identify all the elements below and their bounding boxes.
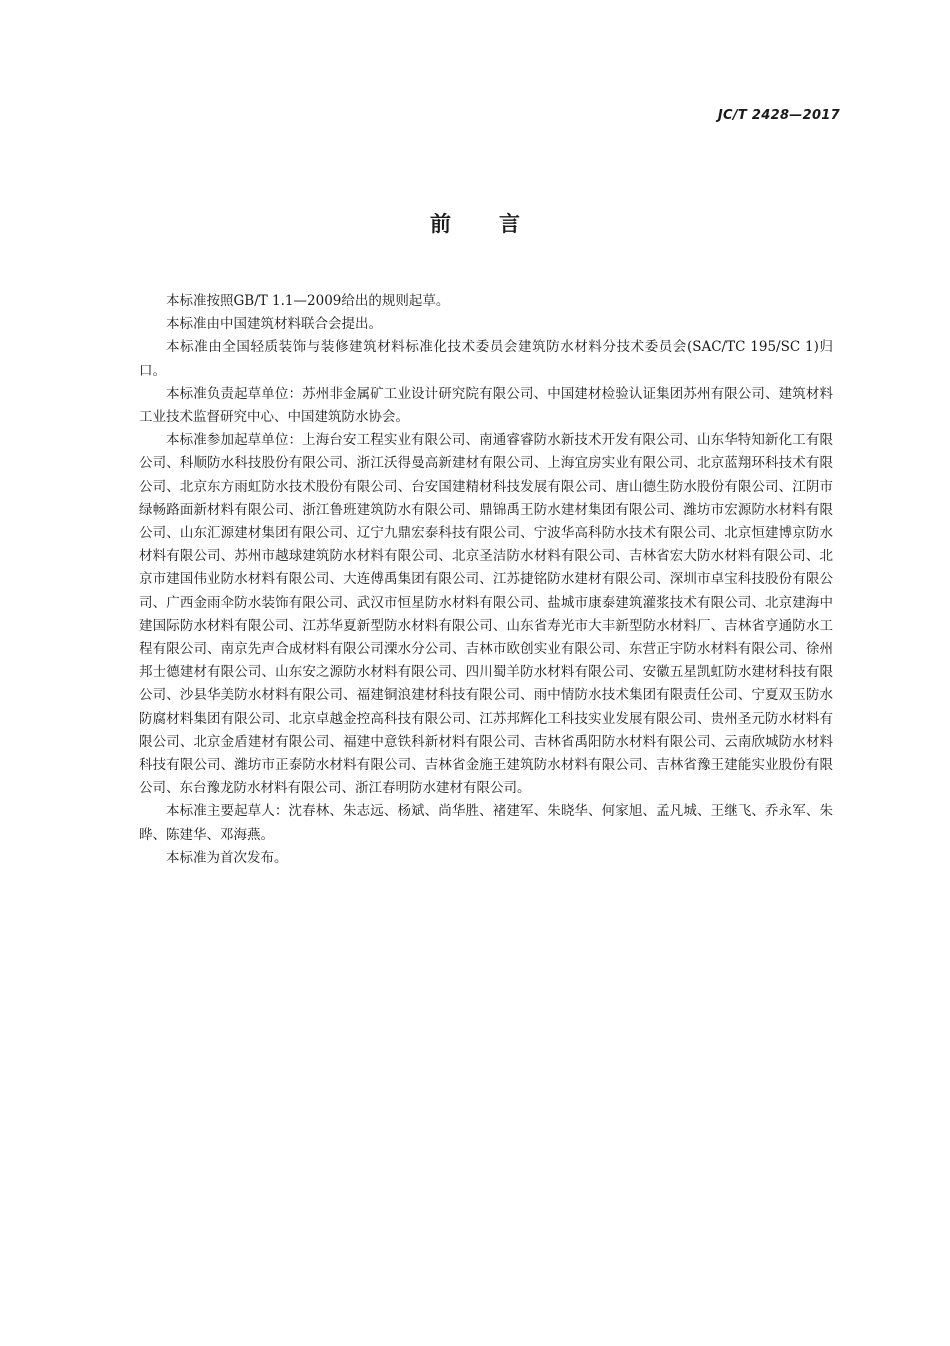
paragraph-lead-drafting-units: 本标准负责起草单位：苏州非金属矿工业设计研究院有限公司、中国建材检验认证集团苏州有限公司、建筑材料工业技术监督研究中心、中国建筑防水协会。 (139, 385, 833, 426)
paragraph-first-release: 本标准为首次发布。 (166, 849, 288, 866)
paragraph-participating-units: 本标准参加起草单位：上海台安工程实业有限公司、南通睿睿防水新技术开发有限公司、山东华特知新化工有限公司、科顺防水科技股份有限公司、浙江沃得曼高新建材有限公司、上海宜房实业有限公司、北京蓝翔环科技术有限公司、北京东方雨虹防水技术股份有限公司、台安国建精材科技发展有限公司、唐山德生防水股份有限公司、江阴市绿畅路面新材料有限公司、浙江鲁班建筑防水有限公司、鼎锦禹王防水建材集团有限公司、潍坊市宏源防水材料有限公司、山东汇源建材集团有限公司、辽宁九鼎宏泰科技有限公司、宁波华高科防水技术有限公司、北京恒建博京防水材料有限公司、苏州市越球建筑防水材料有限公司、北京圣洁防水材料有限公司、吉林省宏大防水材料有限公司、北京市建国伟业防水材料有限公司、大连傅禹集团有限公司、江苏捷铭防水建材有限公司、深圳市卓宝科技股份有限公司、广西金雨伞防水装饰有限公司、武汉市恒星防水材料有限公司、盐城市康泰建筑灌浆技术有限公司、北京建海中建国际防水材料有限公司、江苏华夏新型防水材料有限公司、山东省寿光市大丰新型防水材料厂、吉林省亨通防水工程有限公司、南京先声合成材料有限公司溧水分公司、吉林市欧创实业有限公司、东营正宇防水材料有限公司、徐州邦士德建材有限公司、山东安之源防水材料有限公司、四川蜀羊防水材料有限公司、安徽五星凯虹防水建材科技有限公司、沙县华美防水材料有限公司、福建铜浪建材科技有限公司、雨中情防水技术集团有限责任公司、宁夏双玉防水防腐材料集团有限公司、北京卓越金控高科技有限公司、江苏邦辉化工科技实业发展有限公司、贵州圣元防水材料有限公司、北京金盾建材有限公司、福建中意铁科新材料有限公司、吉林省禹阳防水材料有限公司、云南欣城防水材料科技有限公司、潍坊市正泰防水材料有限公司、吉林省金施王建筑防水材料有限公司、吉林省豫王建能实业股份有限公司、东台豫龙防水材料有限公司、浙江春明防水建材有限公司。 (139, 432, 833, 797)
paragraph-proposer: 本标准由中国建筑材料联合会提出。 (166, 316, 382, 333)
standard-code: JC/T 2428—2017 (717, 108, 840, 123)
paragraph-main-drafters: 本标准主要起草人：沈春林、朱志远、杨斌、尚华胜、褚建军、朱晓华、何家旭、孟凡城、王继飞、乔永军、朱晔、陈建华、邓海燕。 (139, 803, 833, 843)
paragraph-drafting-rules: 本标准按照GB/T 1.1—2009给出的规则起草。 (166, 293, 450, 309)
foreword-body (139, 290, 833, 870)
page-title: 前言 (430, 212, 568, 236)
paragraph-technical-committee: 本标准由全国轻质装饰与装修建筑材料标准化技术委员会建筑防水材料分技术委员会(SAC/TC 195/SC 1)归口。 (139, 339, 833, 379)
